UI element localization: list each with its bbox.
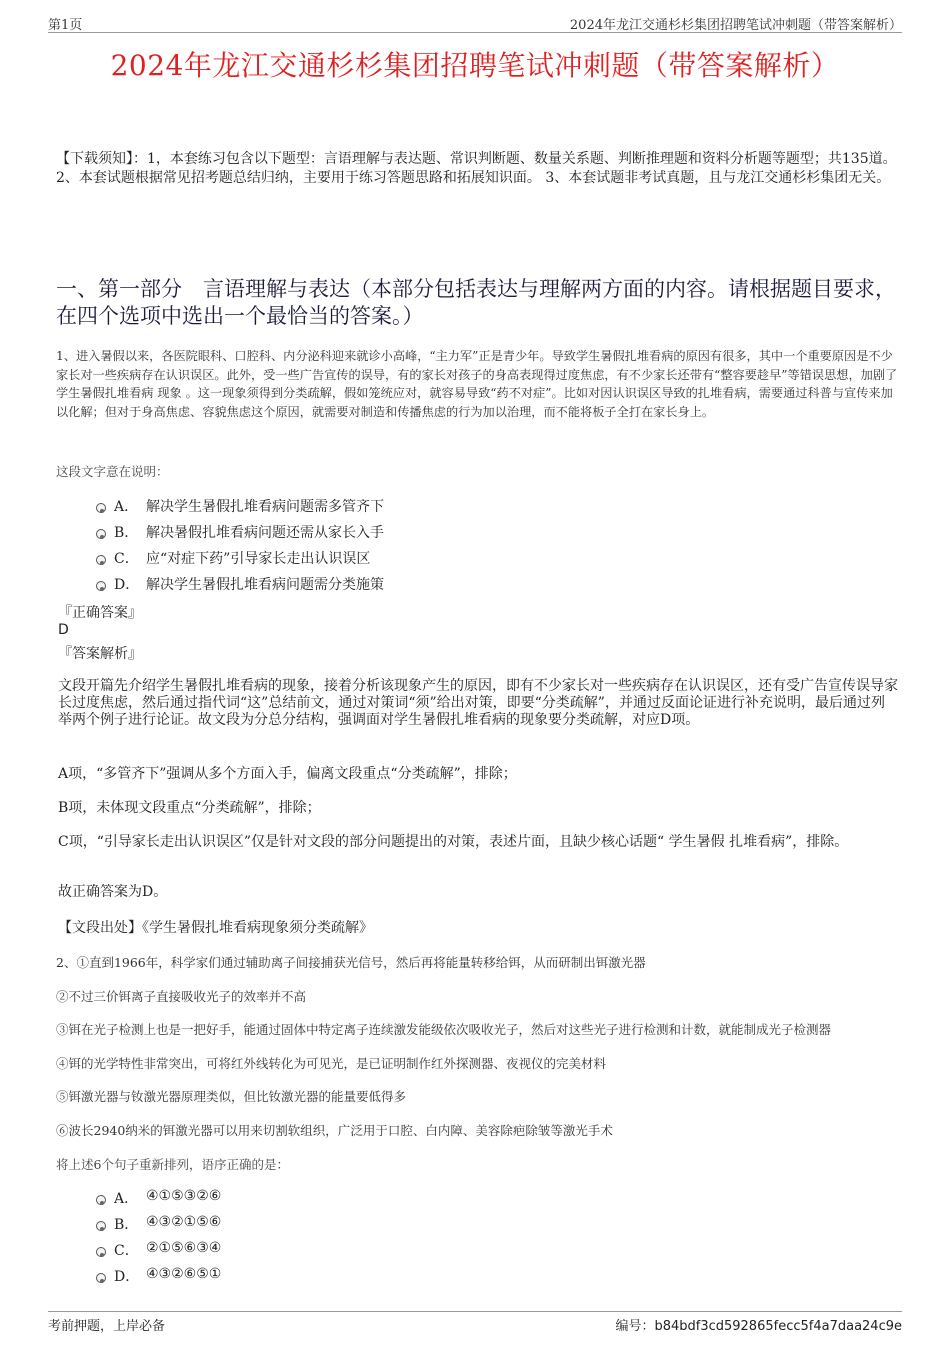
option-text: 解决学生暑假扎堆看病问题需分类施策 xyxy=(146,577,384,593)
sentence-1: 2、①直到1966年，科学家们通过辅助离子间接捕获光信号，然后再将能量转移给铒，从而研制出铒激光器 xyxy=(56,955,646,970)
footer-code xyxy=(615,1315,902,1334)
option-letter: B． xyxy=(114,525,139,541)
question-2-stem: 将上述6个句子重新排列，语序正确的是： xyxy=(56,1157,289,1172)
option-letter: C． xyxy=(114,1243,139,1259)
option-letter: A． xyxy=(114,1191,139,1207)
section-title: 一、第一部分 言语理解与表达（本部分包括表达与理解两方面的内容。请根据题目要求，在四个选项中选出一个最恰当的答案。） xyxy=(56,277,896,328)
radio-icon[interactable] xyxy=(96,555,106,565)
radio-icon[interactable] xyxy=(96,503,106,513)
radio-icon[interactable] xyxy=(96,1273,106,1283)
page-footer xyxy=(48,1311,902,1336)
analysis-paragraph-5: 故正确答案为D。 xyxy=(58,884,168,900)
code-label: 编号： xyxy=(615,1319,655,1334)
sentence-6: ⑥波长2940纳米的铒激光器可以用来切割软组织，广泛用于口腔、白内障、美容除疤除皱等激光手术 xyxy=(56,1123,613,1138)
radio-icon[interactable] xyxy=(96,1247,106,1257)
option-text: 解决学生暑假扎堆看病问题需多管齐下 xyxy=(146,499,384,515)
sentence-5: ⑤铒激光器与钕激光器原理类似，但比钕激光器的能量要低得多 xyxy=(56,1089,407,1104)
analysis-paragraph-2: A项，“多管齐下”强调从多个方面入手，偏离文段重点“分类疏解”，排除； xyxy=(58,766,517,782)
option-letter: D． xyxy=(114,577,140,593)
header-doc-title: 2024年龙江交通杉杉集团招聘笔试冲刺题（带答案解析） xyxy=(569,18,902,33)
answer-label: 『正确答案』 xyxy=(58,605,142,621)
document-title: 2024年龙江交通杉杉集团招聘笔试冲刺题（带答案解析） xyxy=(110,49,840,82)
radio-icon[interactable] xyxy=(96,529,106,539)
sentence-3: ③铒在光子检测上也是一把好手，能通过固体中特定离子连续激发能级依次吸收光子，然后对这些光子进行检测和计数，就能制成光子检测器 xyxy=(56,1022,832,1037)
radio-icon[interactable] xyxy=(96,581,106,591)
question-1-stem: 这段文字意在说明： xyxy=(56,464,169,479)
answer-value: D xyxy=(58,622,69,638)
source-citation: 【文段出处】《学生暑假扎堆看病现象须分类疏解》 xyxy=(58,920,373,936)
option-letter: B． xyxy=(114,1217,139,1233)
option-text: 应“对症下药”引导家长走出认识误区 xyxy=(146,551,371,567)
sentence-4: ④铒的光学特性非常突出，可将红外线转化为可见光，是已证明制作红外探测器、夜视仪的完美材料 xyxy=(56,1056,607,1071)
option-text: ④①⑤③②⑥ xyxy=(146,1188,222,1204)
option-letter: D． xyxy=(114,1269,140,1285)
page-header xyxy=(48,12,902,33)
radio-icon[interactable] xyxy=(96,1195,106,1205)
option-text: ④③②①⑤⑥ xyxy=(146,1214,222,1230)
sentence-2: ②不过三价铒离子直接吸收光子的效率并不高 xyxy=(56,989,307,1004)
analysis-paragraph-1: 文段开篇先介绍学生暑假扎堆看病的现象，接着分析该现象产生的原因，即有不少家长对一些疾病存在认识误区，还有受广告宣传误导家长过度焦虑，然后通过指代词“这”总结前文，通过对策词“须”给出对策，即要“分类疏解”，并通过反面论证进行补充说明，最后通过列举两个例子进行论证。故文段为分总分结构，强调面对学生暑假扎堆看病的现象要分类疏解，对应D项。 xyxy=(58,678,898,728)
option-text: ④③②⑥⑤① xyxy=(146,1266,222,1282)
option-letter: C． xyxy=(114,551,139,567)
page-number: 第1页 xyxy=(48,18,83,33)
option-text: 解决暑假扎堆看病问题还需从家长入手 xyxy=(146,525,384,541)
analysis-label: 『答案解析』 xyxy=(58,646,142,662)
radio-icon[interactable] xyxy=(96,1221,106,1231)
code-value: b84bdf3cd592865fecc5f4a7daa24c9e xyxy=(654,1319,902,1334)
analysis-paragraph-4: C项，“引导家长走出认识误区”仅是针对文段的部分问题提出的对策，表述片面，且缺少核心话题“ 学生暑假 扎堆看病”，排除。 xyxy=(58,834,849,850)
option-text: ②①⑤⑥③④ xyxy=(146,1240,222,1256)
question-1-text: 1、进入暑假以来，各医院眼科、口腔科、内分泌科迎来就诊小高峰，“主力军”正是青少年。导致学生暑假扎堆看病的原因有很多，其中一个重要原因是不少家长对一些疾病存在认识误区。此外，受一些广告宣传的误导，有的家长对孩子的身高表现得过度焦虑，有不少家长还带有“整容要趁早”等错误思想，加剧了学生暑假扎堆看病 现象 。这一现象须得到分类疏解，假如笼统应对，就容易导致“药不对症”。比如对因认识误区导致的扎堆看病，需要通过科普与宣传来加以化解；但对于身高焦虑、容貌焦虑这个原因，就需要对制造和传播焦虑的行为加以治理，而不能将板子全打在家长身上。 xyxy=(56,349,898,419)
option-letter: A． xyxy=(114,499,139,515)
analysis-paragraph-3: B项，未体现文段重点“分类疏解”，排除； xyxy=(58,800,321,816)
footer-slogan: 考前押题，上岸必备 xyxy=(48,1319,166,1334)
download-notice: 【下载须知】：1，本套练习包含以下题型：言语理解与表达题、常识判断题、数量关系题、判断推理题和资料分析题等题型；共135道。 2、本套试题根据常见招考题总结归纳，主要用于练习答题思路和拓展知识面。 3、本套试题非考试真题，且与龙江交通杉杉集团无关。 xyxy=(56,151,897,186)
